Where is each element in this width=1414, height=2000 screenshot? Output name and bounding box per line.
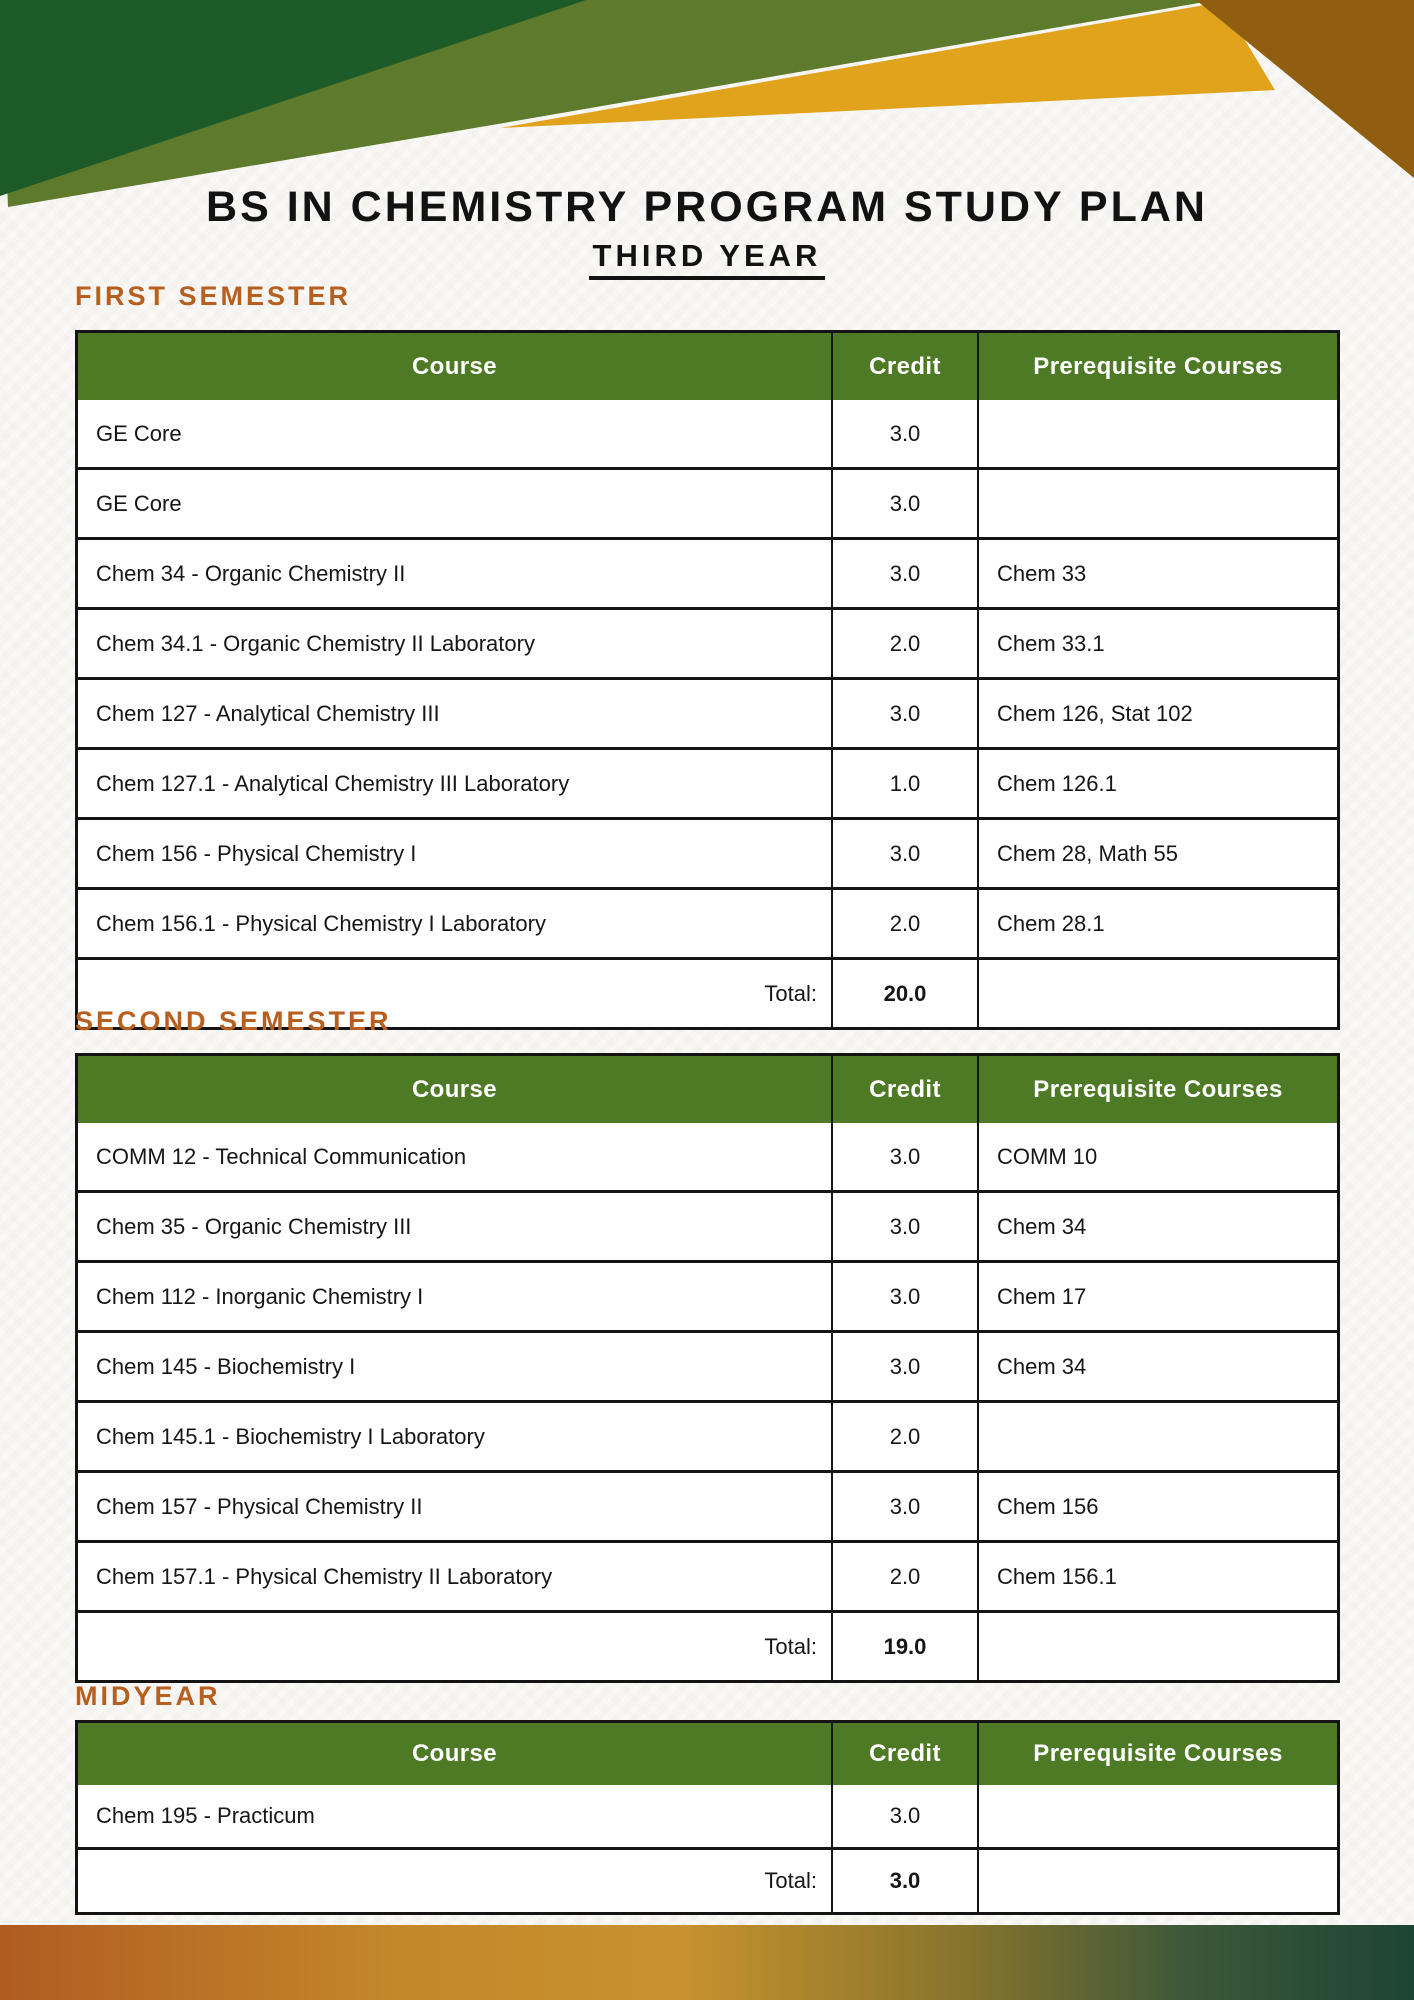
- first-semester-table: [75, 330, 1340, 1030]
- prerequisite-cell: Chem 34: [977, 1193, 1337, 1260]
- section-second-semester: [75, 1005, 1340, 1683]
- table-row: [78, 1190, 1337, 1260]
- credit-header-cell: Credit: [831, 1056, 977, 1123]
- table-row: [78, 1400, 1337, 1470]
- section-midyear: [75, 1680, 1340, 1915]
- prerequisite-cell: COMM 10: [977, 1123, 1337, 1190]
- page-subtitle: [0, 238, 1414, 280]
- prerequisite-cell: [977, 470, 1337, 537]
- credit-cell: 3.0: [831, 1333, 977, 1400]
- prerequisite-cell: Chem 156.1: [977, 1543, 1337, 1610]
- course-cell: Chem 127.1 - Analytical Chemistry III Laboratory: [96, 770, 570, 796]
- total-row: [78, 1847, 1337, 1912]
- table-header-row: [78, 1723, 1337, 1785]
- credit-cell: 3.0: [831, 1263, 977, 1330]
- total-label-cell: Total:: [764, 1633, 817, 1659]
- section-label: MIDYEAR: [75, 1681, 221, 1711]
- prerequisite-cell: Chem 34: [977, 1333, 1337, 1400]
- prerequisite-cell: Chem 28, Math 55: [977, 820, 1337, 887]
- prerequisite-cell: Chem 126, Stat 102: [977, 680, 1337, 747]
- course-cell: Chem 195 - Practicum: [96, 1803, 315, 1828]
- prerequisite-header-cell: Prerequisite Courses: [977, 1056, 1337, 1123]
- course-cell: Chem 157 - Physical Chemistry II: [96, 1493, 423, 1519]
- credit-cell: 2.0: [831, 890, 977, 957]
- table-row: [78, 887, 1337, 957]
- total-value-cell: 3.0: [831, 1850, 977, 1912]
- footer-gradient-bar: [0, 1925, 1414, 2000]
- prerequisite-cell: Chem 126.1: [977, 750, 1337, 817]
- table-header-row: [78, 333, 1337, 400]
- course-cell: Chem 34.1 - Organic Chemistry II Laboratory: [96, 630, 535, 656]
- section-first-semester: [75, 280, 1340, 1030]
- prerequisite-cell: Chem 33: [977, 540, 1337, 607]
- credit-cell: 1.0: [831, 750, 977, 817]
- course-cell: Chem 145.1 - Biochemistry I Laboratory: [96, 1423, 485, 1449]
- midyear-table: [75, 1720, 1340, 1915]
- prerequisite-header-cell: Prerequisite Courses: [977, 333, 1337, 400]
- table-row: [78, 1785, 1337, 1847]
- course-cell: Chem 157.1 - Physical Chemistry II Laboratory: [96, 1563, 553, 1589]
- table-row: [78, 467, 1337, 537]
- course-cell: Chem 35 - Organic Chemistry III: [96, 1213, 412, 1239]
- section-label: FIRST SEMESTER: [75, 281, 352, 311]
- course-cell: Chem 145 - Biochemistry I: [96, 1353, 356, 1379]
- prerequisite-header-cell: Prerequisite Courses: [977, 1723, 1337, 1785]
- credit-cell: 3.0: [831, 820, 977, 887]
- table-row: [78, 1123, 1337, 1190]
- prerequisite-cell: Chem 17: [977, 1263, 1337, 1330]
- table-header-row: [78, 1056, 1337, 1123]
- table-row: [78, 1540, 1337, 1610]
- course-header-cell: Course: [411, 1075, 498, 1103]
- course-cell: Chem 34 - Organic Chemistry II: [96, 560, 406, 586]
- prerequisite-cell: [977, 1613, 1337, 1680]
- course-cell: GE Core: [96, 420, 182, 446]
- credit-cell: 3.0: [831, 400, 977, 467]
- course-cell: Chem 156 - Physical Chemistry I: [96, 840, 417, 866]
- table-row: [78, 607, 1337, 677]
- prerequisite-cell: [977, 1785, 1337, 1847]
- course-header-cell: Course: [411, 1740, 498, 1767]
- table-row: [78, 677, 1337, 747]
- course-cell: Chem 127 - Analytical Chemistry III: [96, 700, 440, 726]
- second-semester-table: [75, 1053, 1340, 1683]
- total-label-cell: Total:: [764, 980, 817, 1006]
- total-value-cell: 19.0: [831, 1613, 977, 1680]
- credit-cell: 3.0: [831, 1473, 977, 1540]
- prerequisite-cell: [977, 1403, 1337, 1470]
- section-label: SECOND SEMESTER: [75, 1006, 392, 1036]
- table-row: [78, 1330, 1337, 1400]
- prerequisite-cell: Chem 33.1: [977, 610, 1337, 677]
- page-subtitle-text: THIRD YEAR: [589, 238, 826, 280]
- table-row: [78, 747, 1337, 817]
- course-cell: GE Core: [96, 490, 182, 516]
- credit-header-cell: Credit: [831, 333, 977, 400]
- prerequisite-cell: Chem 28.1: [977, 890, 1337, 957]
- table-row: [78, 1260, 1337, 1330]
- total-row: [78, 1610, 1337, 1680]
- credit-cell: 3.0: [831, 1785, 977, 1847]
- credit-cell: 2.0: [831, 610, 977, 677]
- course-header-cell: Course: [411, 352, 498, 380]
- total-label-cell: Total:: [764, 1868, 817, 1893]
- total-value-cell: 20.0: [831, 960, 977, 1027]
- credit-cell: 3.0: [831, 1123, 977, 1190]
- table-row: [78, 537, 1337, 607]
- credit-cell: 2.0: [831, 1403, 977, 1470]
- credit-cell: 2.0: [831, 1543, 977, 1610]
- credit-cell: 3.0: [831, 540, 977, 607]
- table-row: [78, 400, 1337, 467]
- credit-cell: 3.0: [831, 470, 977, 537]
- table-row: [78, 817, 1337, 887]
- prerequisite-cell: [977, 400, 1337, 467]
- credit-header-cell: Credit: [831, 1723, 977, 1785]
- course-cell: COMM 12 - Technical Communication: [96, 1143, 467, 1169]
- prerequisite-cell: [977, 1850, 1337, 1912]
- course-cell: Chem 156.1 - Physical Chemistry I Laboratory: [96, 910, 546, 936]
- credit-cell: 3.0: [831, 680, 977, 747]
- credit-cell: 3.0: [831, 1193, 977, 1260]
- course-cell: Chem 112 - Inorganic Chemistry I: [96, 1283, 424, 1309]
- page-title: BS IN CHEMISTRY PROGRAM STUDY PLAN: [206, 183, 1208, 231]
- table-row: [78, 1470, 1337, 1540]
- prerequisite-cell: Chem 156: [977, 1473, 1337, 1540]
